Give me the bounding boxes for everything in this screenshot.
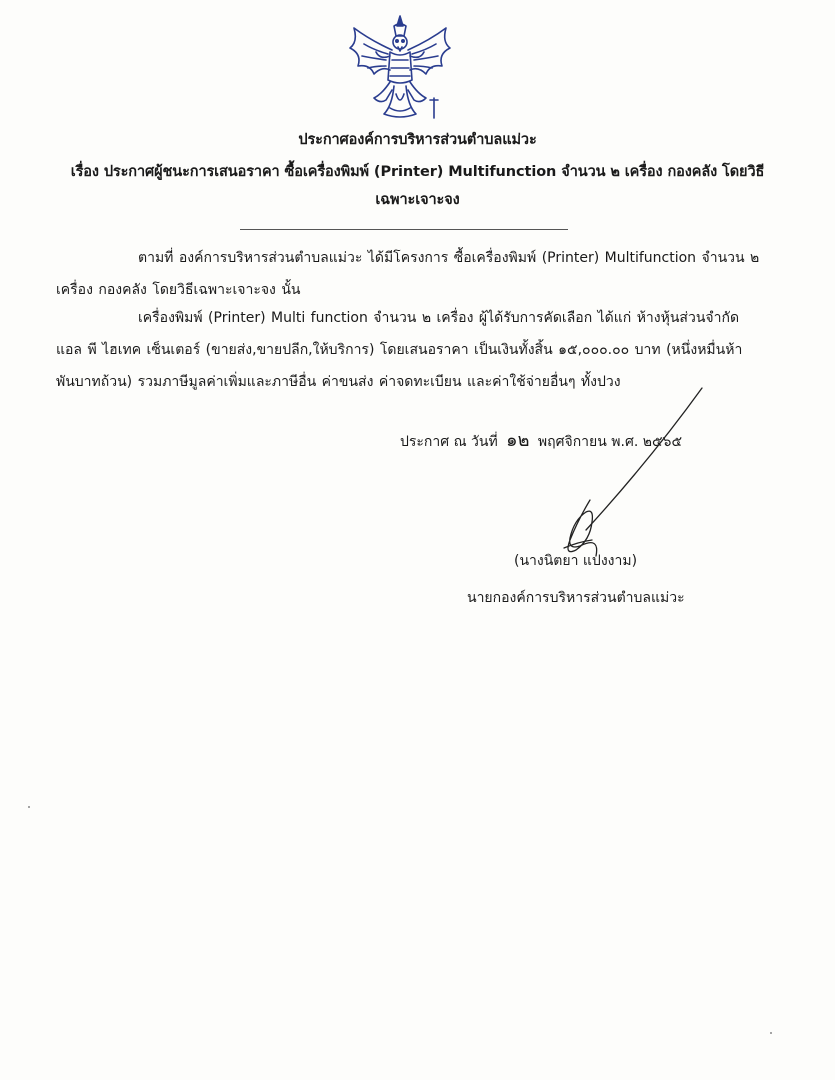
para2-line1: เครื่องพิมพ์ (Printer) Multi function จำนวน ๒ เครื่อง ผู้ได้รับการคัดเลือก ได้แก่ ห้างหุ้นส่วนจำกัด <box>138 310 740 326</box>
garuda-emblem-icon <box>340 10 460 130</box>
divider-line <box>240 229 568 230</box>
document-subject-cont: เฉพาะเจาะจง <box>375 192 460 208</box>
date-day: ๑๒ <box>506 430 530 451</box>
date-month-year: พฤศจิกายน พ.ศ. ๒๕๖๕ <box>537 434 683 450</box>
signatory-name: (นางนิตยา แปงงาม) <box>514 553 638 569</box>
document-subject: เรื่อง ประกาศผู้ชนะการเสนอราคา ซื้อเครื่องพิมพ์ (Printer) Multifunction จำนวน ๒ เครื่อง กองคลัง โดยวิธี <box>70 164 765 180</box>
date-prefix: ประกาศ ณ วันที่ <box>400 434 498 450</box>
scan-speck <box>770 1032 772 1034</box>
scan-speck <box>28 806 30 808</box>
document-title: ประกาศองค์การบริหารส่วนตำบลแม่วะ <box>298 132 537 148</box>
para2-line3: พันบาทถ้วน) รวมภาษีมูลค่าเพิ่มและภาษีอื่น ค่าขนส่ง ค่าจดทะเบียน และค่าใช้จ่ายอื่นๆ ทั้งปวง <box>56 374 621 390</box>
paragraph-project <box>56 242 760 306</box>
para2-line2: แอล พี ไฮเทค เซ็นเตอร์ (ขายส่ง,ขายปลีก,ให้บริการ) โดยเสนอราคา เป็นเงินทั้งสิ้น ๑๕,๐๐๐.๐๐ บาท (หนึ่งหมื่นห้า <box>56 342 743 358</box>
para1-line1: ตามที่ องค์การบริหารส่วนตำบลแม่วะ ได้มีโครงการ ซื้อเครื่องพิมพ์ (Printer) Multifunction จำนวน ๒ <box>138 250 760 266</box>
para1-line2: เครื่อง กองคลัง โดยวิธีเฉพาะเจาะจง นั้น <box>56 282 301 298</box>
signatory-position: นายกองค์การบริหารส่วนตำบลแม่วะ <box>467 590 685 606</box>
